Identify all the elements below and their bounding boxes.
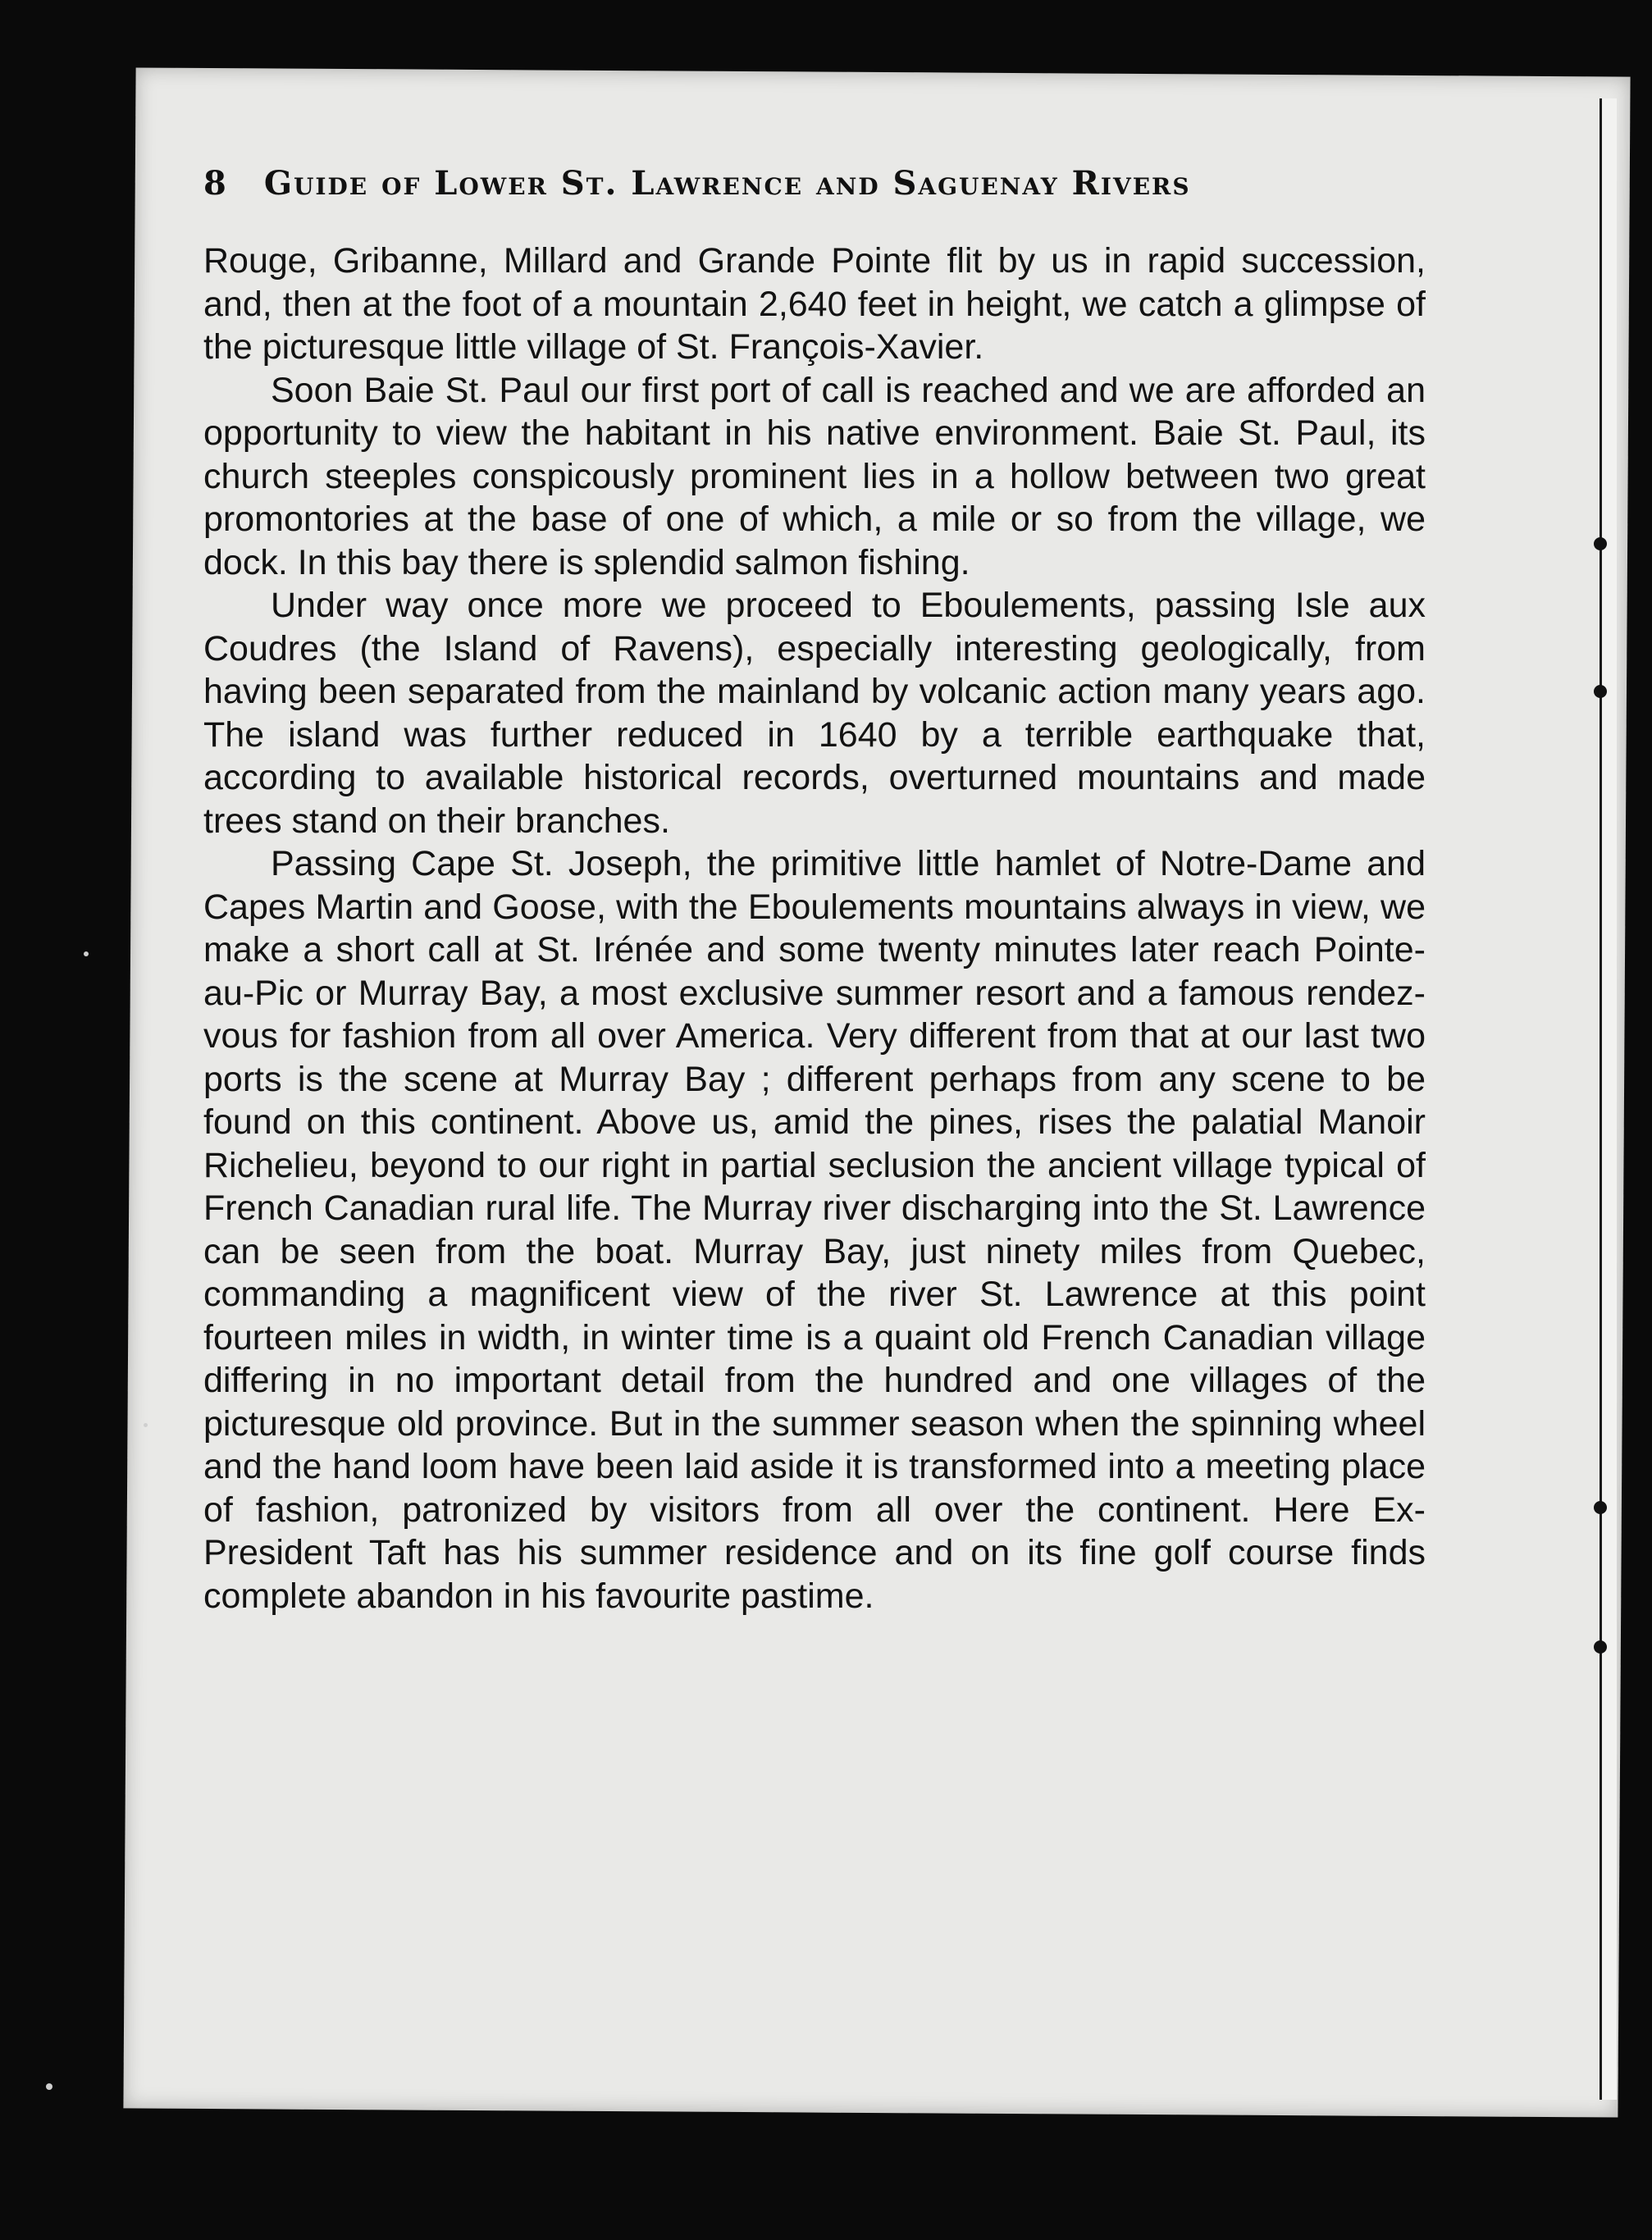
paragraph: Soon Baie St. Paul our first port of call is reached and we are afforded an opportunity to view the habitant in his native environment. Baie St. Paul, its church steeples conspicously prominent lies in a hollow between two great promontories at the base of one of which, a mile or so from the village, we dock. In this bay there is splendid salmon fishing.	[203, 370, 1426, 582]
page-number: 8	[203, 164, 228, 203]
running-header	[203, 164, 1426, 203]
binding-mark	[1594, 1501, 1607, 1514]
running-title: Guide of Lower St. Lawrence and Saguenay Rivers	[263, 164, 1191, 203]
binding-mark	[1594, 537, 1607, 550]
binding-mark	[1594, 1640, 1607, 1654]
body-text	[203, 240, 1426, 1617]
scan-speck	[46, 2083, 52, 2090]
paragraph: Passing Cape St. Joseph, the primitive little hamlet of Notre-Dame and Capes Martin and Goose, with the Eboulements mountains always in view, we make a short call at St. Irénée and some twenty minutes later reach Pointe-au-Pic or Murray Bay, a most exclusive summer resort and a famous rendez-vous for fashion from all over America. Very different from that at our last two ports is the scene at Murray Bay ; different perhaps from any scene to be found on this continent. Above us, amid the pines, rises the palatial Manoir Richelieu, beyond to our right in partial seclusion the ancient village typical of French Canadian rural life. The Murray river discharging into the St. Lawrence can be seen from the boat. Murray Bay, just ninety miles from Quebec, commanding a magnificent view of the river St. Lawrence at this point fourteen miles in width, in winter time is a quaint old French Canadian village differing in no important detail from the hundred and one villages of the picturesque old province. But in the summer season when the spinning wheel and the hand loom have been laid aside it is transformed into a meeting place of fashion, patronized by visitors from all over the continent. Here Ex-President Taft has his summer residence and on its fine golf course finds complete abandon in his favourite pastime.	[203, 844, 1426, 1616]
scan-speck	[84, 951, 89, 956]
paragraph: Rouge, Gribanne, Millard and Grande Pointe flit by us in rapid succession, and, then at the foot of a mountain 2,640 feet in height, we catch a glimpse of the picturesque little village of St. François-Xavier.	[203, 241, 1426, 367]
binding-mark	[1594, 685, 1607, 698]
scan-speck	[144, 1423, 148, 1427]
paragraph: Under way once more we proceed to Eboulements, passing Isle aux Coudres (the Island of Ravens), especially interesting geologically, from having been separated from the mainland by volcanic action many years ago. The island was further reduced in 1640 by a terrible earthquake that, according to available historical records, overturned mountains and made trees stand on their branches.	[203, 586, 1426, 841]
page-binding-edge	[1600, 98, 1617, 2100]
